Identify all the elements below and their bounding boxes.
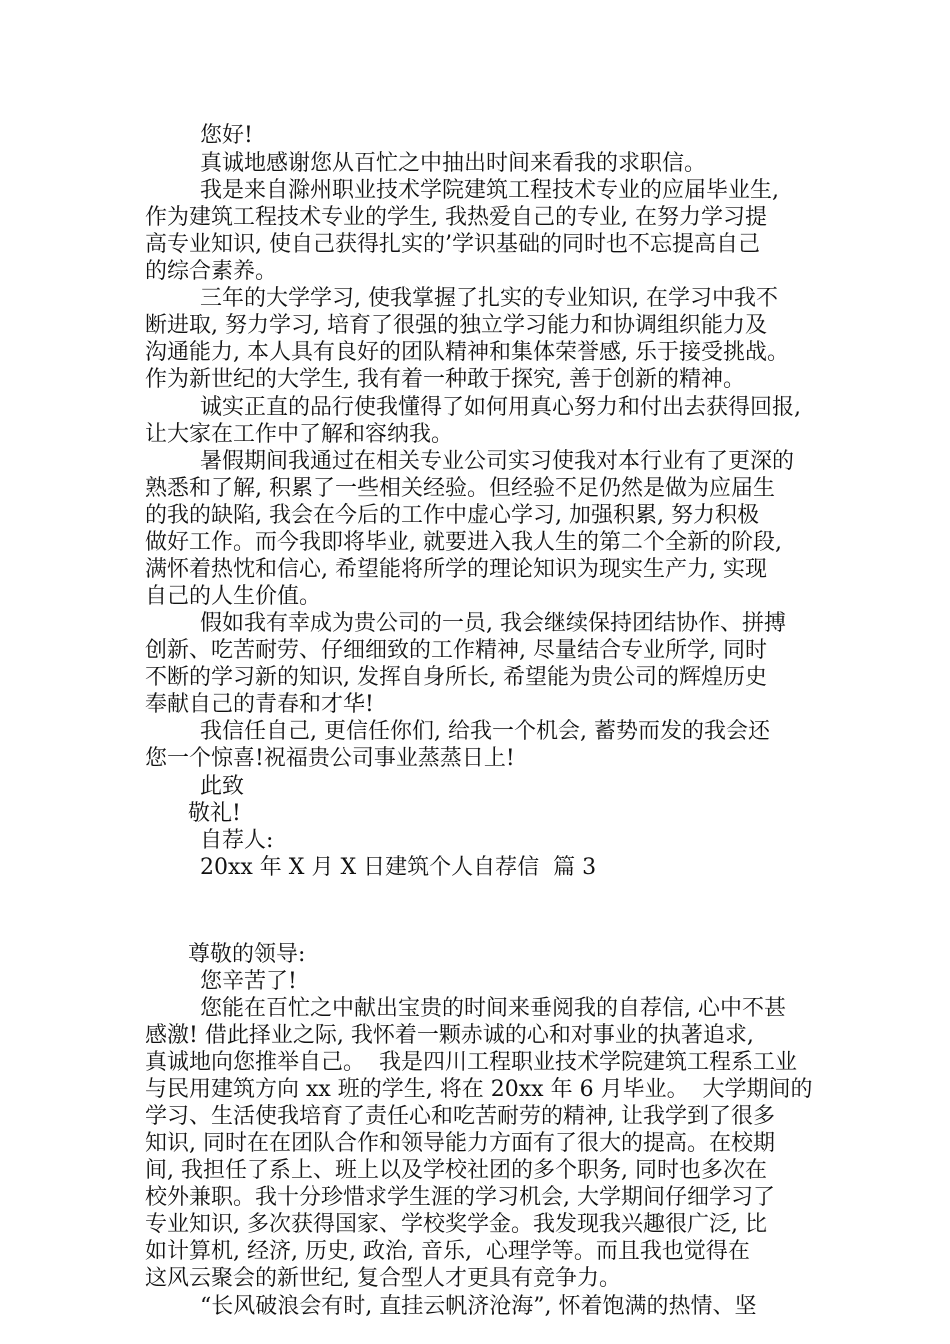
paragraph-line: 这风云聚会的新世纪, 复合型人才更具有竞争力。 (145, 1266, 621, 1291)
paragraph-line: 做好工作。而今我即将毕业, 就要进入我人生的第二个全新的阶段, (145, 530, 782, 555)
paragraph-line: 作为建筑工程技术专业的学生, 我热爱自己的专业, 在努力学习提 (145, 205, 767, 230)
paragraph-line: 真诚地感谢您从百忙之中抽出时间来看我的求职信。 (200, 151, 707, 176)
signature-line: 自荐人: (200, 828, 274, 853)
paragraph-line: 专业知识, 多次获得国家、学校奖学金。我发现我兴趣很广泛, 比 (145, 1212, 767, 1237)
paragraph-line: 您能在百忙之中献出宝贵的时间来垂阅我的自荐信, 心中不甚 (200, 996, 786, 1021)
paragraph-line: 让大家在工作中了解和容纳我。 (145, 422, 454, 447)
paragraph-line: 沟通能力, 本人具有良好的团队精神和集体荣誉感, 乐于接受挑战。 (145, 340, 789, 365)
paragraph-line: 的我的缺陷, 我会在今后的工作中虚心学习, 加强积累, 努力积极 (145, 503, 759, 528)
paragraph-line: 作为新世纪的大学生, 我有着一种敢于探究, 善于创新的精神。 (145, 367, 745, 392)
paragraph-line: 我是来自滁州职业技术学院建筑工程技术专业的应届毕业生, (200, 178, 779, 203)
paragraph-line: 您一个惊喜!祝福贵公司事业蒸蒸日上! (145, 746, 515, 771)
paragraph-line: 校外兼职。我十分珍惜求学生涯的学习机会, 大学期间仔细学习了 (145, 1185, 775, 1210)
paragraph-line: 与民用建筑方向 xx 班的学生, 将在 20xx 年 6 月毕业。 大学期间的 (145, 1077, 813, 1102)
paragraph-line: 熟悉和了解, 积累了一些相关经验。但经验不足仍然是做为应届生 (145, 476, 775, 501)
paragraph-line: 假如我有幸成为贵公司的一员, 我会继续保持团结协作、拼搏 (200, 611, 786, 636)
paragraph-line: 暑假期间我通过在相关专业公司实习使我对本行业有了更深的 (200, 449, 795, 474)
paragraph-line: 您辛苦了! (200, 969, 297, 994)
paragraph-line: 自己的人生价值。 (145, 584, 322, 609)
paragraph-line: 的综合素养。 (145, 259, 278, 284)
paragraph-line: 间, 我担任了系上、班上以及学校社团的多个职务, 同时也多次在 (145, 1158, 767, 1183)
paragraph-line: 感激! 借此择业之际, 我怀着一颗赤诚的心和对事业的执著追求, (145, 1023, 754, 1048)
paragraph-line: 真诚地向您推举自己。 我是四川工程职业技术学院建筑工程系工业 (145, 1050, 797, 1075)
paragraph-line: 创新、吃苦耐劳、仔细细致的工作精神, 尽量结合专业所学, 同时 (145, 638, 767, 663)
paragraph-line: 奉献自己的青春和才华! (145, 692, 374, 717)
greeting: 您好! (200, 123, 253, 148)
paragraph-line: 知识, 同时在在团队合作和领导能力方面有了很大的提高。在校期 (145, 1131, 775, 1156)
paragraph-line: 三年的大学学习, 使我掌握了扎实的专业知识, 在学习中我不 (200, 286, 778, 311)
paragraph-line: 不断的学习新的知识, 发挥自身所长, 希望能为贵公司的辉煌历史 (145, 665, 767, 690)
closing-line: 此致 (200, 774, 245, 799)
paragraph-line: 断进取, 努力学习, 培育了很强的独立学习能力和协调组织能力及 (145, 313, 767, 338)
paragraph-line: “长风破浪会有时, 直挂云帆济沧海”, 怀着饱满的热情、坚 (200, 1294, 757, 1319)
paragraph-line: 如计算机, 经济, 历史, 政治, 音乐, 心理学等。而且我也觉得在 (145, 1239, 750, 1264)
greeting: 尊敬的领导: (188, 942, 306, 967)
paragraph-line: 学习、生活使我培育了责任心和吃苦耐劳的精神, 让我学到了很多 (145, 1104, 775, 1129)
section-heading: 20xx 年 X 月 X 日建筑个人自荐信 篇 3 (200, 855, 597, 880)
paragraph-line: 满怀着热忱和信心, 希望能将所学的理论知识为现实生产力, 实现 (145, 557, 767, 582)
paragraph-line: 高专业知识, 使自己获得扎实的’学识基础的同时也不忘提高自己 (145, 232, 760, 257)
paragraph-line: 我信任自己, 更信任你们, 给我一个机会, 蓄势而发的我会还 (200, 719, 770, 744)
salutation-line: 敬礼! (188, 801, 241, 826)
paragraph-line: 诚实正直的品行使我懂得了如何用真心努力和付出去获得回报, (200, 395, 801, 420)
